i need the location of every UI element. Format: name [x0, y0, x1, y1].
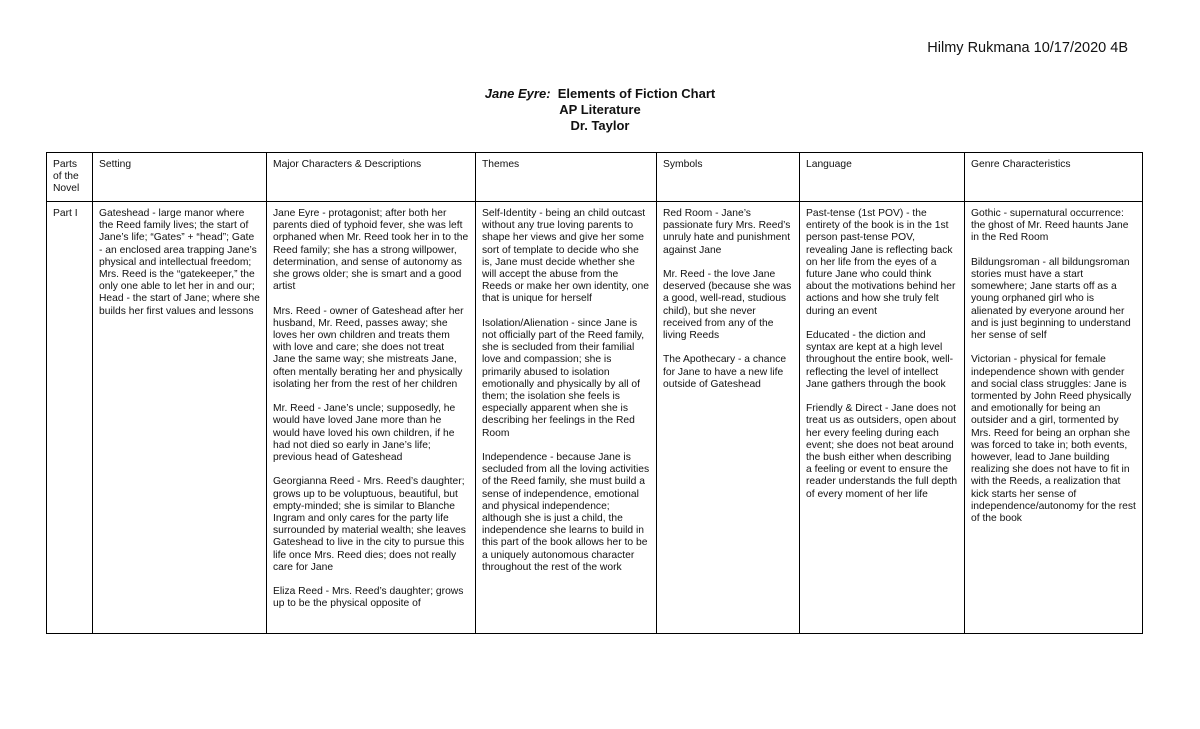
- col-header-genre: Genre Characteristics: [965, 153, 1143, 202]
- cell-genre: [965, 202, 1143, 634]
- title-line-2: AP Literature: [559, 102, 641, 117]
- student-name-date-line: Hilmy Rukmana 10/17/2020 4B: [927, 40, 1128, 56]
- elements-of-fiction-table: [46, 152, 1143, 634]
- symbol-para: Red Room - Jane’s passionate fury Mrs. Reed’s unruly hate and punishment against Jane: [663, 208, 791, 256]
- col-header-characters: Major Characters & Descriptions: [267, 153, 476, 202]
- setting-para: Gateshead - large manor where the Reed family lives; the start of Jane’s life; “Gates” + “head”; Gate - an enclosed area trapping Jane’s physical and intellectual freedom; Mrs. Reed is the “gatekeeper,” the only one able to let her in and our; Head - the start of Jane; where she builds her first values and lessons: [99, 208, 260, 317]
- character-para: Mrs. Reed - owner of Gateshead after her husband, Mr. Reed, passes away; she loves her own children and treats them with love and care; she does not treat Jane the same way; she mistreats Jane, often mentally berating her and physically isolating her from the rest of her children: [273, 305, 464, 390]
- cell-setting: [93, 202, 267, 634]
- symbol-para: The Apothecary - a chance for Jane to have a new life outside of Gateshead: [663, 354, 787, 390]
- table-row: [47, 202, 1143, 634]
- col-header-language: Language: [800, 153, 965, 202]
- title-italic-part: Jane Eyre:: [484, 86, 551, 101]
- title-line-3: Dr. Taylor: [570, 118, 630, 133]
- genre-para: Gothic - supernatural occurrence: the ghost of Mr. Reed haunts Jane in the Red Room: [971, 208, 1129, 244]
- theme-para: Isolation/Alienation - since Jane is not officially part of the Reed family, she is secluded from their familial love and compassion; she is primarily abused to isolation emotionally and physically by all of them; the isolation she feels is especially apparent when she is describing her feelings in the Red Room: [482, 317, 645, 439]
- cell-part: Part I: [47, 202, 93, 634]
- cell-characters: [267, 202, 476, 634]
- col-header-symbols: Symbols: [657, 153, 800, 202]
- language-para: Educated - the diction and syntax are kept at a high level throughout the entire book, well-reflecting the level of intellect Jane gathers through the book: [806, 330, 954, 390]
- genre-para: Bildungsroman - all bildungsroman stories must have a start somewhere; Jane starts off as a young orphaned girl who is alienated by everyone around her and is just beginning to understand her sense of self: [971, 256, 1131, 342]
- cell-language: [800, 202, 965, 634]
- cell-symbols: [657, 202, 800, 634]
- title-rest: Elements of Fiction Chart: [557, 86, 716, 101]
- theme-para: Self-Identity - being an child outcast without any true loving parents to shape her views and give her some sort of template to decide who she is, Jane must decide whether she will accept the abuse from the Reeds or make her own identity, one that is unique for herself: [482, 208, 649, 305]
- character-para: Jane Eyre - protagonist; after both her parents died of typhoid fever, she was left orphaned when Mr. Reed took her in to the Reed family; she has a strong willpower, determination, and sense of autonomy as she grows older; she is smart and a good artist: [273, 208, 469, 293]
- character-para: Georgianna Reed - Mrs. Reed’s daughter; grows up to be voluptuous, beautiful, but empty-minded; she is similar to Blanche Ingram and only cares for the party life surrounded by material wealth; she leaves Gateshead to live in the city to pursue this life once Mrs. Reed dies; does not really care for Jane: [273, 476, 466, 573]
- col-header-themes: Themes: [476, 153, 657, 202]
- character-para: Eliza Reed - Mrs. Reed’s daughter; grows up to be the physical opposite of: [273, 586, 464, 610]
- cell-themes: [476, 202, 657, 634]
- col-header-parts: Parts of the Novel: [47, 153, 93, 202]
- language-para: Friendly & Direct - Jane does not treat us as outsiders, open about her every feeling during each event; she does not beat around the bush either when describing a feeling or event to ensure the reader understands the full depth of every moment of her life: [806, 403, 958, 500]
- genre-para: Victorian - physical for female independence shown with gender and social class struggles: Jane is tormented by John Reed physically and emotionally for being an outsider and a girl, tormented by Mrs. Reed for being an orphan she was forced to take in; both events, however, lead to Jane building realizing she does not have to fit in with the Reeds, a realization that kick starts her sense of independence/autonomy for the rest of the book: [971, 354, 1136, 525]
- title-line-1: [0, 86, 1200, 102]
- header-row: [47, 153, 1143, 202]
- col-header-setting: Setting: [93, 153, 267, 202]
- language-para: Past-tense (1st POV) - the entirety of the book is in the 1st person past-tense POV, revealing Jane is reflecting back on her life from the eyes of a future Jane who could think about the motivations behind her actions and how she truly felt during an event: [806, 208, 956, 317]
- document-title: [0, 86, 1200, 134]
- theme-para: Independence - because Jane is secluded from all the loving activities of the Reed family, she must build a sense of independence, emotional and physical independence; although she is just a child, the independence she learns to build in this part of the book allows her to be a uniquely autonomous character throughout the rest of the work: [482, 452, 650, 573]
- character-para: Mr. Reed - Jane’s uncle; supposedly, he would have loved Jane more than he would have loved his own children, if he had not died so early in Jane’s life; previous head of Gateshead: [273, 403, 456, 464]
- symbol-para: Mr. Reed - the love Jane deserved (because she was a good, well-read, studious child), but she never received from any of the living Reeds: [663, 269, 792, 342]
